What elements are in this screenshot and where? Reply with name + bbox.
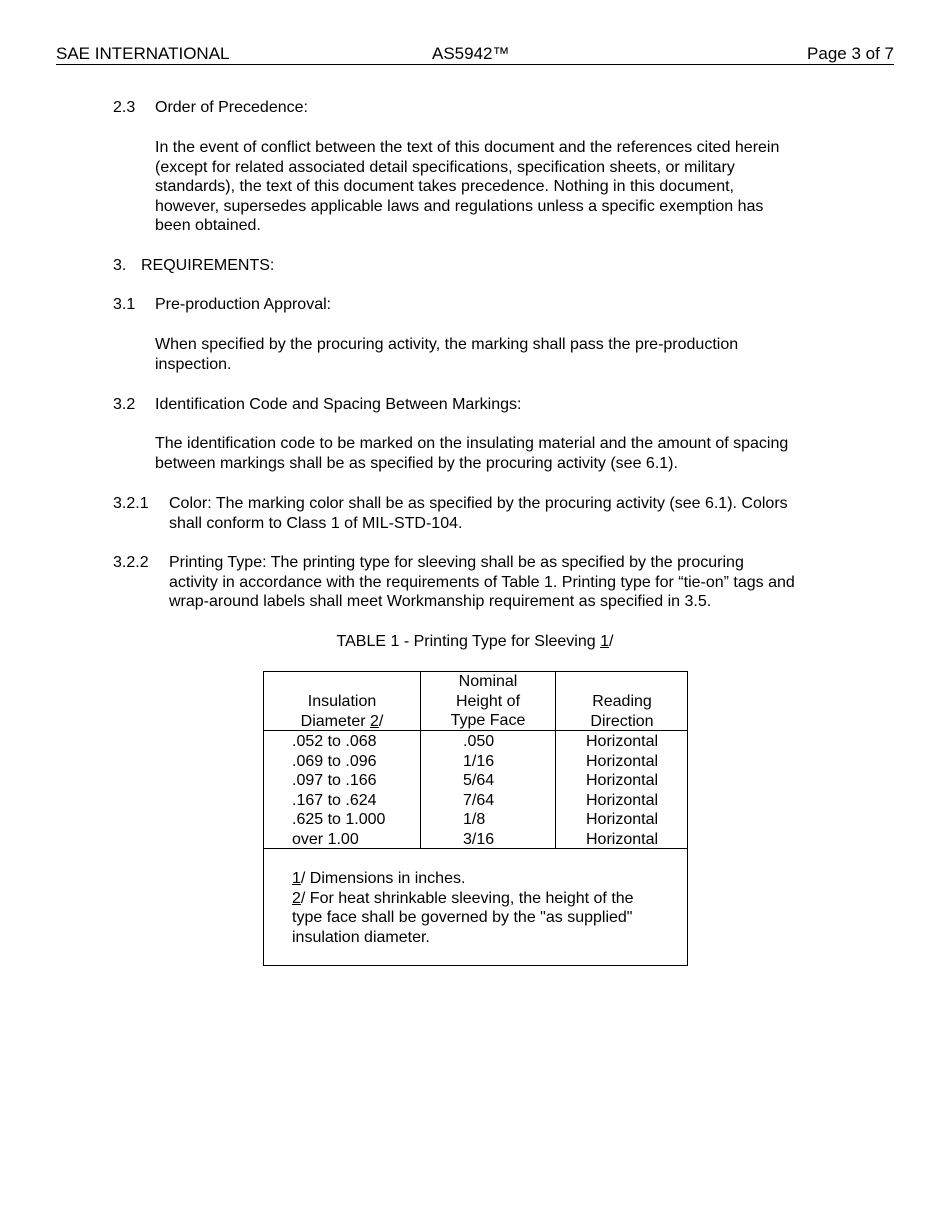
section-3-2-paragraph xyxy=(155,434,788,473)
table-caption-slash: / xyxy=(609,633,614,650)
section-3-2-2-number: 3.2.2 xyxy=(113,554,149,571)
section-3-2-number: 3.2 xyxy=(113,396,136,413)
paragraph-line: between markings shall be as specified by the procuring activity (see 6.1). xyxy=(155,454,678,472)
paragraph-line: however, supersedes applicable laws and regulations unless a specific exemption has xyxy=(155,197,764,215)
section-3-1-paragraph xyxy=(155,335,738,374)
table-cell: 1/8 xyxy=(463,811,486,829)
column-reading-direction xyxy=(556,732,688,850)
table-cell: 1/16 xyxy=(463,752,495,770)
paragraph-line: wrap-around labels shall meet Workmanship requirement as specified in 3.5. xyxy=(169,593,712,611)
note-ref: 2 xyxy=(292,889,301,907)
section-3-number: 3. xyxy=(113,257,127,274)
header-footnote-ref: 2 xyxy=(370,712,379,730)
table-caption-footnote-ref: 1 xyxy=(600,633,609,650)
paragraph-line: standards), the text of this document takes precedence. Nothing in this document, xyxy=(155,178,734,196)
paragraph-line: When specified by the procuring activity, the marking shall pass the pre-production xyxy=(155,336,739,353)
note-text: type face shall be governed by the "as supplied" xyxy=(292,909,633,927)
paragraph-line: inspection. xyxy=(155,355,232,373)
table-cell: Horizontal xyxy=(585,772,659,790)
table-cell: Horizontal xyxy=(585,733,659,750)
section-2-3-paragraph xyxy=(155,138,779,236)
paragraph-line: shall conform to Class 1 of MIL-STD-104. xyxy=(169,514,463,532)
header-slash: / xyxy=(378,712,384,730)
header-document-number: AS5942™ xyxy=(432,44,510,63)
paragraph-line: Printing Type: The printing type for sleeving shall be as specified by the procuring xyxy=(169,554,744,571)
table-cell: over 1.00 xyxy=(292,830,359,848)
paragraph-line: (except for related associated detail specifications, specification sheets, or military xyxy=(155,158,735,176)
header-line: Reading xyxy=(592,693,652,710)
table-notes xyxy=(292,869,634,947)
table-cell: 5/64 xyxy=(463,772,495,790)
table-cell: Horizontal xyxy=(585,830,659,848)
table-cell: Horizontal xyxy=(585,752,659,770)
paragraph-line: In the event of conflict between the text of this document and the references cited herein xyxy=(155,139,780,156)
paragraph-line: activity in accordance with the requirements of Table 1. Printing type for “tie-on” tags and xyxy=(169,573,795,591)
section-2-3-number: 2.3 xyxy=(113,99,136,116)
header-line: Direction xyxy=(590,712,654,730)
header-nominal-height xyxy=(421,672,555,731)
table-caption xyxy=(0,632,950,652)
table-cell: 3/16 xyxy=(463,830,495,848)
header-line: Type Face xyxy=(450,712,526,730)
section-3-2-2-text xyxy=(169,553,795,612)
table-cell: .167 to .624 xyxy=(292,791,377,809)
header-reading-direction xyxy=(556,692,688,731)
table-cell: Horizontal xyxy=(585,811,659,829)
table-cell: .097 to .166 xyxy=(292,772,377,790)
section-3-1-number: 3.1 xyxy=(113,296,136,313)
column-insulation-diameter xyxy=(292,732,385,850)
section-3-2-title: Identification Code and Spacing Between Markings: xyxy=(155,396,522,413)
paragraph-line: Color: The marking color shall be as specified by the procuring activity (see 6.1). Colors xyxy=(169,495,788,512)
table-caption-text: TABLE 1 - Printing Type for Sleeving xyxy=(336,633,601,650)
header-organization: SAE INTERNATIONAL xyxy=(56,44,230,63)
table-cell: .052 to .068 xyxy=(292,733,377,750)
note-text: / For heat shrinkable sleeving, the height of the xyxy=(300,889,634,907)
table-cell: 7/64 xyxy=(463,791,495,809)
page-header xyxy=(56,44,894,65)
table-note-2 xyxy=(292,889,634,909)
table-cell: .050 xyxy=(463,733,495,750)
section-2-3-title: Order of Precedence: xyxy=(155,99,308,116)
section-3-2-1-text xyxy=(169,494,788,533)
table-cell: .069 to .096 xyxy=(292,752,377,770)
paragraph-line: The identification code to be marked on the insulating material and the amount of spacing xyxy=(155,435,789,452)
header-line: Height of xyxy=(455,692,521,710)
header-line-text: Diameter xyxy=(300,712,370,730)
header-page-number: Page 3 of 7 xyxy=(807,44,894,63)
header-line: Insulation xyxy=(307,693,377,710)
section-3-2-1-number: 3.2.1 xyxy=(113,495,149,512)
header-insulation-diameter xyxy=(264,692,420,731)
table-note-1 xyxy=(292,869,634,889)
paragraph-line: been obtained. xyxy=(155,217,261,235)
section-3-title: REQUIREMENTS: xyxy=(141,257,275,274)
header-line: Nominal xyxy=(458,673,518,690)
header-line xyxy=(264,712,420,732)
section-3-1-title: Pre-production Approval: xyxy=(155,296,332,313)
note-text: insulation diameter. xyxy=(292,928,430,946)
note-ref: 1 xyxy=(292,870,301,887)
table-cell: .625 to 1.000 xyxy=(292,811,386,829)
note-text: / Dimensions in inches. xyxy=(300,870,466,887)
table-cell: Horizontal xyxy=(585,791,659,809)
column-nominal-height xyxy=(463,732,494,850)
